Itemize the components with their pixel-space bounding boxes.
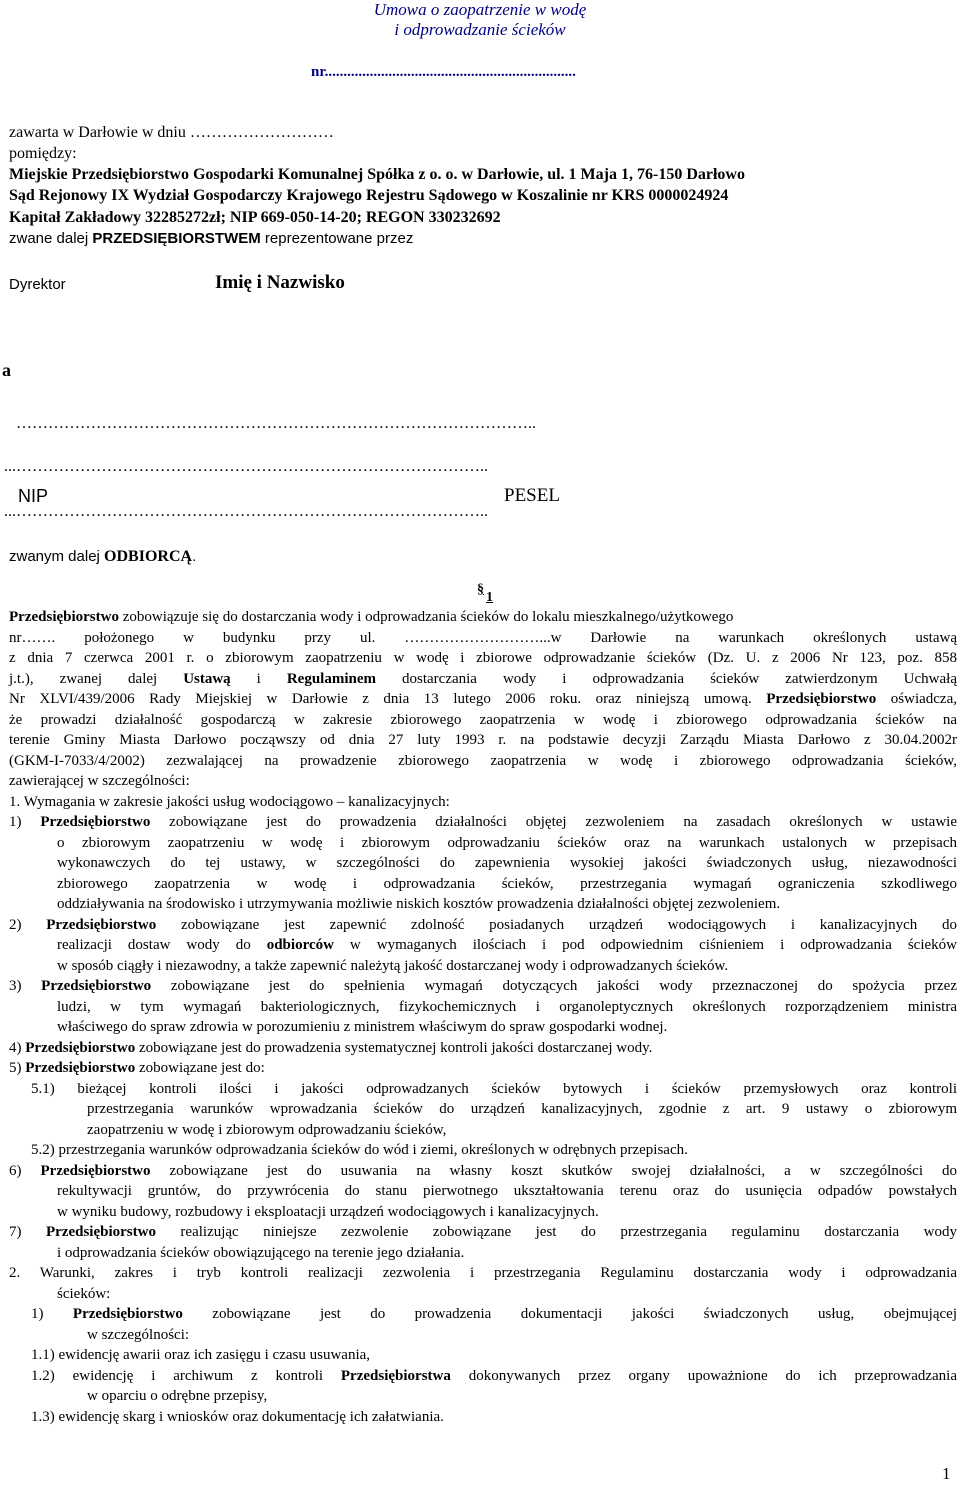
nip-label: NIP	[18, 486, 49, 506]
body-line: w sposób ciągły i niezawodny, a także zapewnić należytą jakość dostarczanej wody i odprowadzanych ścieków.	[57, 958, 729, 974]
body-line: 3) Przedsiębiorstwo zobowiązane jest do spełnienia wymagań dotyczących jakości wody przeznaczonej do spożycia przez	[9, 978, 957, 994]
paragraph-number: 1	[486, 590, 493, 605]
and-separator: a	[2, 360, 11, 380]
body-line: 7) Przedsiębiorstwo realizując niniejsze zezwolenie zobowiązane jest do przestrzegania regulaminu dostarczania wody	[9, 1224, 957, 1240]
page-number: 1	[942, 1464, 951, 1483]
contract-date-line: zawarta w Darłowie w dniu ………………………	[9, 124, 334, 141]
body-line: 1.2) ewidencję i archiwum z kontroli Przedsiębiorstwa dokonywanych przez organy upoważnione do ich przeprowadzania	[31, 1368, 957, 1384]
body-line: zawierającej w szczególności:	[9, 773, 190, 789]
recipient-suffix: .	[192, 548, 197, 565]
body-line: że prowadzi działalność gospodarczą w zakresie zbiorowego zaopatrzenia w wodę i zbiorowego odprowadzania ścieków na	[9, 712, 957, 728]
company-capital-line: Kapitał Zakładowy 32285272zł; NIP 669-050-14-20; REGON 330232692	[9, 209, 501, 226]
body-line: zaopatrzeniu w wodę i zbiorowym odprowadzaniu ścieków,	[87, 1122, 447, 1138]
recipient-address-dots: ...……………………………………………………………………………..	[4, 458, 488, 475]
recipient-definition	[9, 547, 196, 567]
body-line: Nr XLVI/439/2006 Rady Miejskiej w Darłowie z dnia 13 lutego 2006 roku. oraz niniejszą umową. Przedsiębiorstwo oświadcza,	[9, 691, 957, 707]
document-title-line-2: i odprowadzanie ścieków	[394, 20, 566, 39]
paragraph-symbol: §	[477, 582, 484, 597]
document-title-line-1: Umowa o zaopatrzenie w wodę	[373, 0, 587, 19]
body-line: 2) Przedsiębiorstwo zobowiązane jest zapewnić zdolność posiadanych urządzeń wodociągowych i kanalizacyjnych do	[9, 917, 957, 933]
body-line: Przedsiębiorstwo zobowiązuje się do dostarczania wody i odprowadzania ścieków do lokalu mieszkalnego/użytkowego	[9, 609, 734, 625]
represented-prefix: zwane dalej	[9, 230, 89, 247]
body-line: 4) Przedsiębiorstwo zobowiązane jest do prowadzenia systematycznej kontroli jakości dostarczanej wody.	[9, 1040, 653, 1056]
between-label: pomiędzy:	[9, 145, 77, 162]
body-line: o zbiorowym zaopatrzeniu w wodę i zbiorowym odprowadzaniu ścieków oraz na warunkach ustalonych w przepisach	[57, 835, 957, 851]
body-line: terenie Gminy Miasta Darłowo począwszy od dnia 27 luty 1993 r. na podstawie decyzji Zarządu Miasta Darłowo z 30.04.2002r	[9, 732, 957, 748]
body-line: 1) Przedsiębiorstwo zobowiązane jest do prowadzenia dokumentacji jakości świadczonych usług, obejmującej	[31, 1306, 957, 1322]
body-line: j.t.), zwanej dalej Ustawą i Regulaminem dostarczania wody i odprowadzania ścieków zatwierdzonym Uchwałą	[9, 671, 957, 687]
body-line: w szczególności:	[87, 1327, 190, 1343]
body-line: 6) Przedsiębiorstwo zobowiązane jest do usuwania na własny koszt skutków swojej działalności, a w szczególności do	[9, 1163, 957, 1179]
body-line: zbiorowego zaopatrzenia w wodę i odprowadzania ścieków, przestrzegania wymagań ograniczenia szkodliwego	[57, 876, 957, 892]
represented-by-line	[9, 229, 413, 249]
company-name-line: Miejskie Przedsiębiorstwo Gospodarki Komunalnej Spółka z o. o. w Darłowie, ul. 1 Maja 1, 76-150 Darłowo	[9, 166, 745, 183]
nip-pesel-dots: ...……………………………………………………………………………..	[4, 503, 488, 520]
body-line: i odprowadzania ścieków obowiązującego na terenie jego działania.	[57, 1245, 465, 1261]
body-line: ludzi, w tym wymagań bakteriologicznych, fizykochemicznych i organoleptycznych określonych rozporządzeniem ministra	[57, 999, 957, 1015]
body-line: w wyniku budowy, rozbudowy i eksploatacji urządzeń wodociągowych i kanalizacyjnych.	[57, 1204, 599, 1220]
represented-suffix: reprezentowane przez	[264, 230, 414, 247]
body-line: 1. Wymagania w zakresie jakości usług wodociągowo – kanalizacyjnych:	[9, 794, 450, 810]
body-line: wykonawczych do tej ustawy, w szczególności do zapewnienia wysokiej jakości świadczonych usług, niezawodności	[57, 855, 957, 871]
contract-number: nr...................................................................	[311, 64, 576, 80]
body-line: 1) Przedsiębiorstwo zobowiązane jest do prowadzenia działalności objętej zezwoleniem na zasadach określonych w ustawie	[9, 814, 958, 830]
body-line: nr……. położonego w budynku przy ul. ………………………...w Darłowie na warunkach określonych ustawą	[9, 630, 957, 646]
body-line: w oparciu o odrębne przepisy,	[87, 1388, 268, 1404]
body-line: oddziaływania na środowisko i utrzymywania możliwie niskich kosztów prowadzenia działalności objętej zezwoleniem.	[57, 896, 781, 912]
recipient-prefix: zwanym dalej	[9, 548, 100, 565]
director-name: Imię i Nazwisko	[215, 272, 345, 293]
body-line: realizacji dostaw wody do odbiorców w wymaganych ilościach i pod odpowiednim ciśnieniem i odprowadzania ścieków	[57, 937, 957, 953]
body-line: 5.2) przestrzegania warunków odprowadzania ścieków do wód i ziemi, określonych w odrębnych przepisach.	[31, 1142, 688, 1158]
body-line: 5.1) bieżącej kontroli ilości i jakości odprowadzanych ścieków bytowych i ścieków przemysłowych oraz kontroli	[31, 1081, 957, 1097]
body-line: 1.1) ewidencję awarii oraz ich zasięgu i czasu usuwania,	[31, 1347, 371, 1363]
company-court-line: Sąd Rejonowy IX Wydział Gospodarczy Krajowego Rejestru Sądowego w Koszalinie nr KRS 0000024924	[9, 187, 729, 204]
recipient-role: ODBIORCĄ	[104, 548, 193, 565]
body-line: 5) Przedsiębiorstwo zobowiązane jest do:	[9, 1060, 265, 1076]
body-line: 2. Warunki, zakres i tryb kontroli realizacji zezwolenia i przestrzegania Regulaminu dostarczania wody i odprowadzania	[9, 1265, 957, 1281]
director-label: Dyrektor	[9, 276, 66, 293]
pesel-label: PESEL	[504, 485, 560, 506]
body-line: rekultywacji gruntów, do przywrócenia do stanu pierwotnego ukształtowania terenu oraz do usunięcia odpadów powstałych	[57, 1183, 957, 1199]
body-line: z dnia 7 czerwca 2001 r. o zbiorowym zaopatrzeniu w wodę i zbiorowe odprowadzanie ścieków (Dz. U. z 2006 Nr 123, poz. 858	[9, 650, 957, 666]
body-line: 1.3) ewidencję skarg i wniosków oraz dokumentację ich załatwiania.	[31, 1409, 444, 1425]
body-line: ścieków:	[57, 1286, 111, 1302]
body-line: właściwego do spraw zdrowia w porozumieniu z ministrem właściwym do spraw gospodarki wodnej.	[57, 1019, 668, 1035]
body-line: (GKM-I-7033/4/2002) zezwalającej na prowadzenie zbiorowego zaopatrzenia w wodę i zbiorowego odprowadzania ścieków,	[9, 753, 957, 769]
recipient-name-dots: ……………………………………………………………………………………..	[16, 415, 536, 432]
body-line: przestrzegania warunków wprowadzania ścieków do urządzeń kanalizacyjnych, zgodnie z art. 9 ustawy o zbiorowym	[87, 1101, 957, 1117]
company-role: PRZEDSIĘBIORSTWEM	[92, 230, 261, 247]
